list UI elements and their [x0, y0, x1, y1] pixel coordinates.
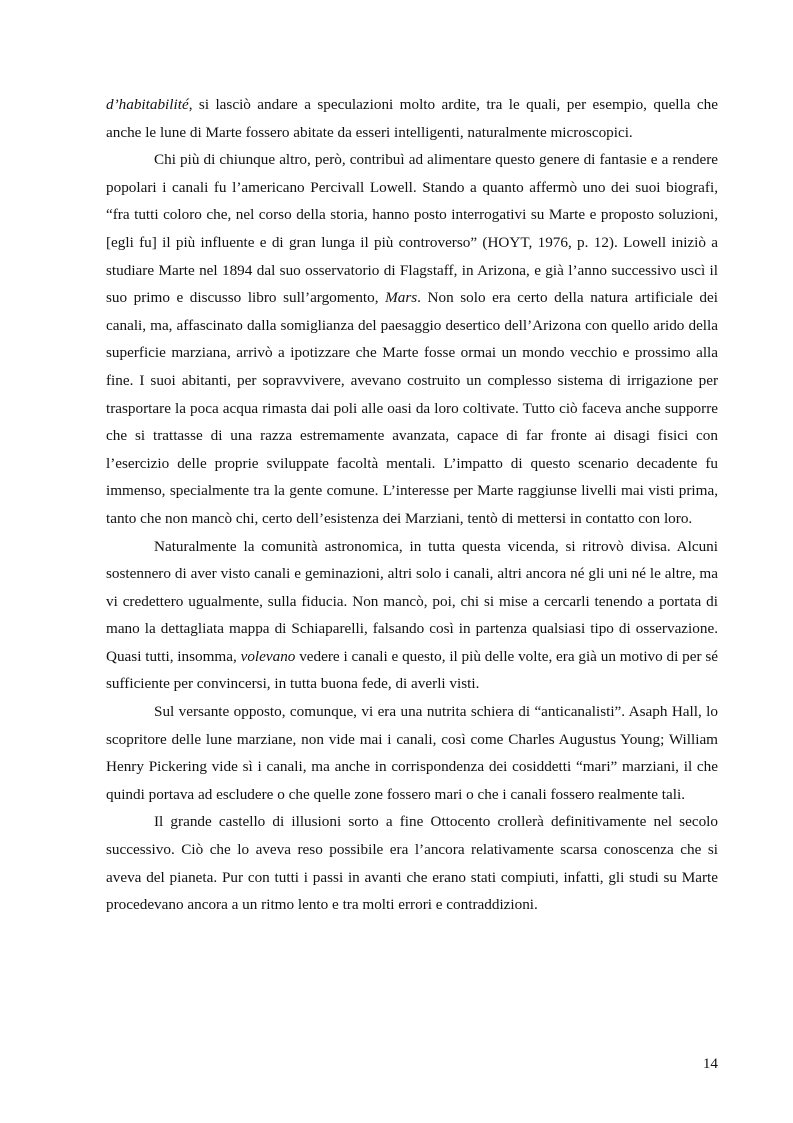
paragraph-segment: . Non solo era certo della natura artificiale dei canali, ma, affascinato dalla somiglianza del paesaggio desertico dell’Arizona con quello arido della superficie marziana, arrivò a ipotizzare che Marte fosse ormai un mondo vecchio e prossimo alla fine. I suoi abitanti, per sopravvivere, avevano costruito un complesso sistema di irrigazione per trasportare la poca acqua rimasta dai poli alle oasi da loro coltivate. Tutto ciò faceva anche supporre che si trattasse di una razza estremamente avanzata, capace di far fronte ai disagi fisici con l’esercizio delle proprie sviluppate facoltà mentali. L’impatto di questo scenario decadente fu immenso, specialmente tra la gente comune. L’interesse per Marte raggiunse livelli mai visti prima, tanto che non mancò chi, certo dell’esistenza dei Marziani, tentò di mettersi in contatto con loro. — [106, 289, 718, 527]
page-number: 14 — [702, 1055, 718, 1072]
paragraph — [106, 146, 718, 532]
paragraph-segment: Mars — [385, 289, 418, 307]
paragraph-segment: Sul versante opposto, comunque, vi era una nutrita schiera di “anticanalisti”. Asaph Hall, lo scopritore delle lune marziane, non vide mai i canali, così come Charles Augustus Young; William Henry Pickering vide sì i canali, ma anche in corrispondenza dei cosiddetti “mari” marziani, il che quindi portava ad escludere o che quelle zone fossero mari o che i canali fossero realmente tali. — [106, 703, 718, 803]
paragraph — [106, 533, 718, 699]
paragraph — [106, 698, 718, 808]
paragraph-segment: Naturalmente la comunità astronomica, in tutta questa vicenda, si ritrovò divisa. Alcuni sostennero di aver visto canali e geminazioni, altri solo i canali, altri ancora né gli uni né le altre, ma vi credettero ugualmente, sulla fiducia. Non mancò, poi, chi si mise a cercarli tenendo a portata di mano la dettagliata mappa di Schiaparelli, falsando così in partenza qualsiasi tipo di osservazione. Quasi tutti, insomma, — [106, 537, 718, 665]
page-body — [106, 91, 718, 919]
paragraph-segment: Chi più di chiunque altro, però, contribuì ad alimentare questo genere di fantasie e a rendere popolari i canali fu l’americano Percivall Lowell. Stando a quanto affermò uno dei suoi biografi, “fra tutti coloro che, nel corso della storia, hanno posto interrogativi su Marte e proposto soluzioni, [egli fu] il più influente e di gran lunga il più controverso” (HOYT, 1976, p. 12). Lowell iniziò a studiare Marte nel 1894 dal suo osservatorio di Flagstaff, in Arizona, e già l’anno successivo uscì il suo primo e discusso libro sull’argomento, — [106, 151, 718, 307]
paragraph — [106, 91, 718, 146]
paragraph-segment: volevano — [240, 647, 296, 665]
paragraph-segment: d’habitabilité — [106, 96, 189, 113]
paragraph-segment: vedere i canali e questo, il più delle volte, era già un motivo di per sé sufficiente per convincersi, in tutta buona fede, di averli visti. — [106, 647, 718, 693]
paragraph-segment: , si lasciò andare a speculazioni molto ardite, tra le quali, per esempio, quella che anche le lune di Marte fossero abitate da esseri intelligenti, naturalmente microscopici. — [106, 96, 718, 141]
paragraph — [106, 808, 718, 918]
paragraph-segment: Il grande castello di illusioni sorto a fine Ottocento crollerà definitivamente nel secolo successivo. Ciò che lo aveva reso possibile era l’ancora relativamente scarsa conoscenza che si aveva del pianeta. Pur con tutti i passi in avanti che erano stati compiuti, infatti, gli studi su Marte procedevano ancora a un ritmo lento e tra molti errori e contraddizioni. — [106, 813, 718, 914]
